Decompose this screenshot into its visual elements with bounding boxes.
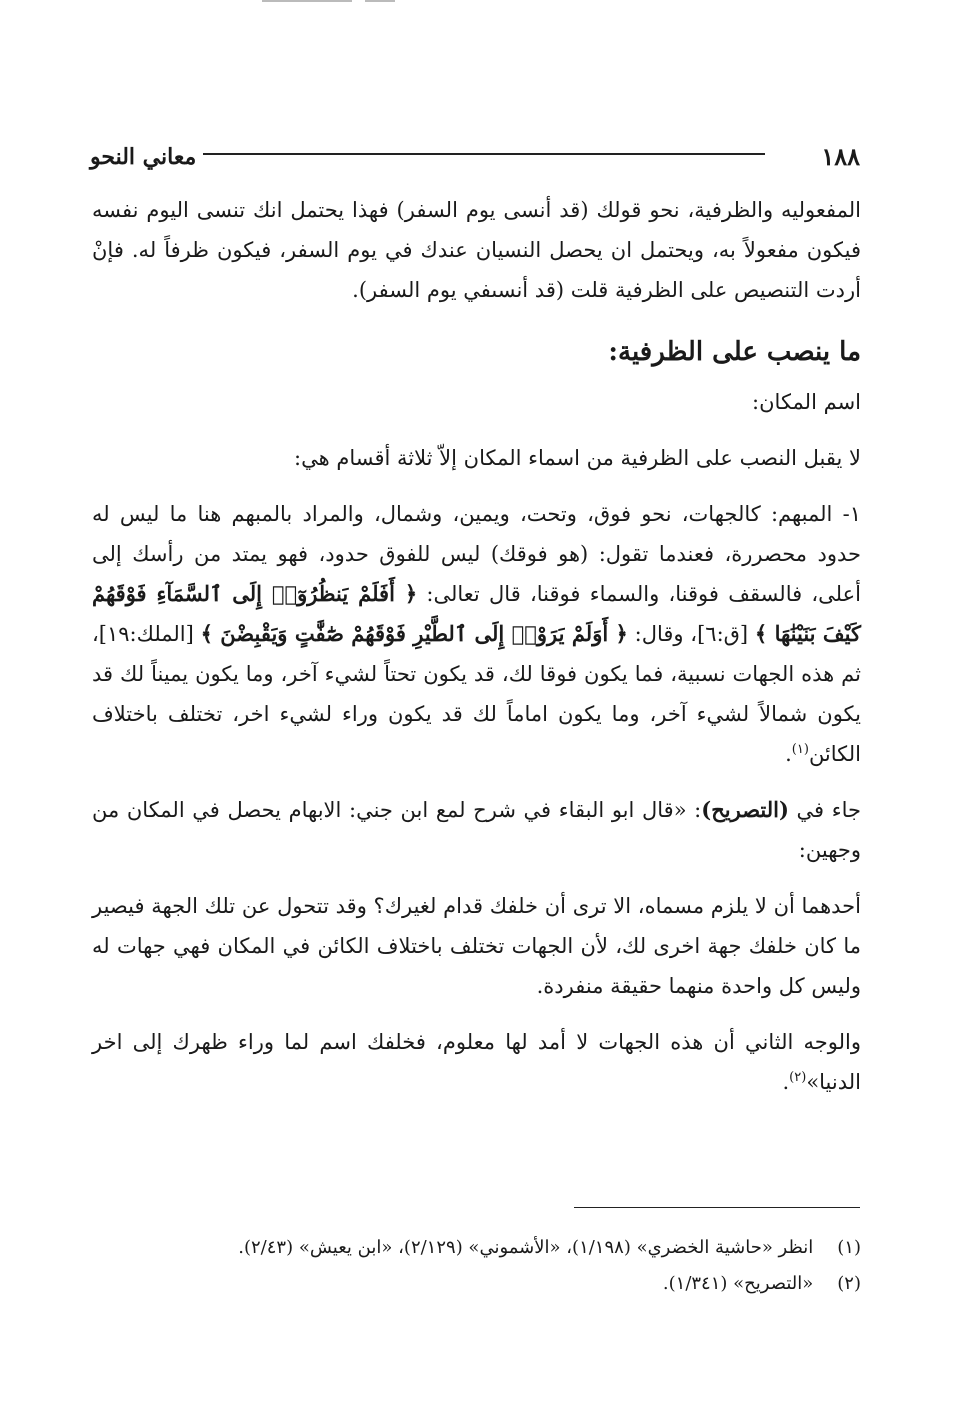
main-text	[92, 190, 861, 1102]
paragraph	[92, 790, 861, 870]
footnote-text: انظر «حاشية الخضري» (١/١٩٨)، «الأشموني» (٢/١٢٩)، «ابن يعيش» (٢/٤٣).	[238, 1237, 814, 1258]
paragraph-text: : «قال ابو البقاء في شرح لمع ابن جني: الابهام يحصل في المكان من وجهين:	[92, 798, 861, 862]
paragraph	[92, 1022, 861, 1102]
paragraph: أحدهما أن لا يلزم مسماه، الا ترى أن خلفك قدام لغيرك؟ وقد تتحول عن تلك الجهة فيصير ما كان خلفك جهة اخرى لك، لأن الجهات تختلف باختلاف الكائن في المكان فهي جهات له وليس كل واحدة منهما حقيقة منفردة.	[92, 894, 861, 998]
verse-citation: [ق:٦]، وقال:	[634, 622, 749, 646]
paragraph	[92, 494, 861, 774]
quran-verse: ﴿ أَوَلَمْ يَرَوْا۟ إِلَى ٱلطَّيْرِ فَوْقَهُمْ صَٰٓفَّٰتٍ وَيَقْبِضْنَ ﴾	[200, 621, 628, 646]
punctuation: .	[785, 742, 792, 766]
footnotes	[92, 1230, 861, 1302]
punctuation: .	[782, 1070, 790, 1094]
footnote	[92, 1266, 861, 1302]
scan-edge-mark	[262, 0, 352, 2]
footnote-number: (١)	[837, 1237, 861, 1258]
section-heading: ما ينصب على الظرفية:	[608, 337, 861, 367]
source-title: (التصريح)	[701, 797, 789, 822]
paragraph-text: [الملك:١٩]، ثم هذه الجهات نسبية، فما يكون فوقا لك، قد يكون تحتاً لشيء آخر، وما يكون يميناً لك قد يكون شمالاً لشيء آخر، وما يكون اماماً لك قد يكون وراء لشيء اخر، تختلف باختلاف الكائن	[92, 622, 861, 766]
header-rule	[203, 153, 765, 155]
running-title: معاني النحو	[90, 144, 197, 170]
footnote-separator	[574, 1207, 860, 1208]
paragraph-text: جاء في	[796, 798, 861, 822]
footnote-number: (٢)	[837, 1273, 861, 1294]
scan-edge-mark	[365, 0, 395, 2]
paragraph-text: ١- المبهم: كالجهات، نحو فوق، وتحت، ويمين، وشمال، والمراد بالمبهم هنا ما ليس له حدود محصررة، فعندما تقول: (هو فوقك) ليس للفوق حدود، فهو يمتد من رأسك إلى أعلى، فالسقف فوقنا، والسماء فوقنا، قال تعالى:	[92, 502, 862, 606]
quran-verse: ﴿ أَفَلَمْ يَنظُرُوٓا۟ إِلَى ٱلسَّمَآءِ فَوْقَهُمْ كَيْفَ بَنَيْنَٰهَا ﴾	[92, 581, 861, 646]
paragraph: لا يقبل النصب على الظرفية من اسماء المكان إلاّ ثلاثة أقسام هي:	[294, 446, 861, 470]
page-header	[90, 138, 860, 178]
paragraph: المفعوليه والظرفية، نحو قولك (قد أنسى يوم السفر) فهذا يحتمل انك تنسى اليوم نفسه فيكون مفعولاً به، ويحتمل ان يحصل النسيان عندك في يوم السفر، فيكون ظرفاً له. فإنْ أردت التنصيص على الظرفية قلت (قد أنسىفي يوم السفر).	[92, 198, 861, 302]
footnote-ref: (١)	[791, 742, 809, 757]
footnote-ref: (٢)	[789, 1070, 807, 1085]
paragraph: اسم المكان:	[752, 390, 861, 414]
paragraph-text: والوجه الثاني أن هذه الجهات لا أمد لها معلوم، فخلفك اسم لما وراء ظهرك إلى اخر الدنيا»	[92, 1030, 861, 1094]
page-number: ١٨٨	[821, 142, 860, 171]
footnote-text: «التصريح» (١/٣٤١).	[662, 1273, 814, 1294]
footnote	[92, 1230, 861, 1266]
